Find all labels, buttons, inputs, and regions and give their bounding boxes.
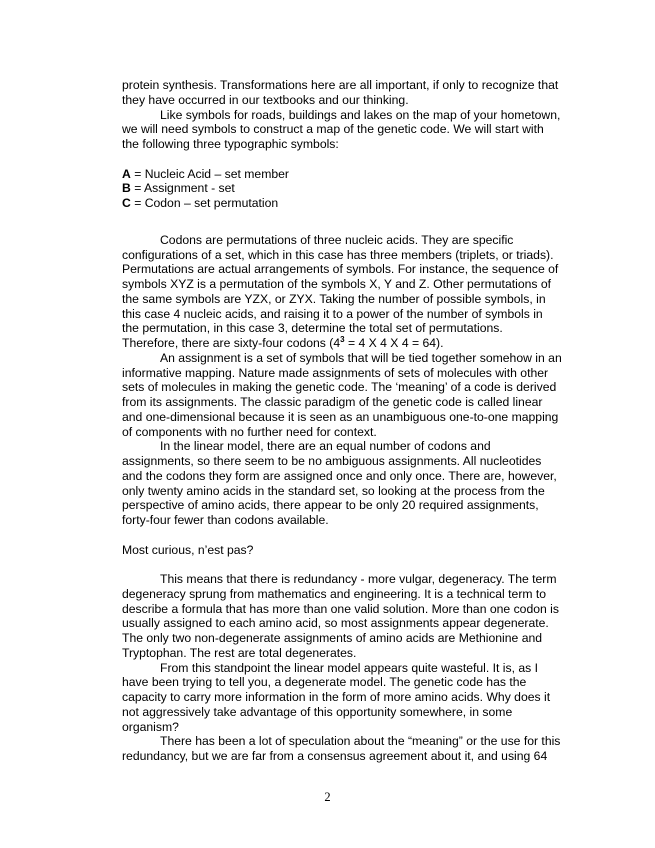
- symbol-line-b: [122, 181, 562, 196]
- symbol-description: = Assignment - set: [130, 181, 235, 196]
- paragraph: Like symbols for roads, buildings and lakes on the map of your hometown, we will need symbols to construct a map of the genetic code. We will start with the following three typographic symbols:: [122, 107, 561, 151]
- spacer: [122, 211, 562, 233]
- symbol-description: = Codon – set permutation: [130, 196, 279, 210]
- paragraph-text: = 4 X 4 X 4 = 64).: [344, 336, 444, 350]
- paragraph: There has been a lot of speculation about the “meaning” or the use for this redundancy, but we are far from a consensus agreement about it, and using 64: [122, 734, 561, 763]
- symbol-letter: B: [122, 181, 131, 196]
- spacer: [122, 528, 562, 543]
- symbol-letter: C: [122, 196, 131, 210]
- paragraph: Most curious, n’est pas?: [122, 542, 254, 557]
- paragraph: protein synthesis. Transformations here are all important, if only to recognize that they have occurred in our textbooks and our thinking.: [122, 78, 559, 107]
- paragraph: In the linear model, there are an equal number of codons and assignments, so there seem to be no ambiguous assignments. All nucleotides and the codons they form are assigned once and only once. There are, however, only twenty amino acids in the standard set, so looking at the process from the perspective of amino acids, there appear to be only 20 required assignments, forty-four fewer than codons available.: [122, 439, 557, 527]
- paragraph: [122, 233, 562, 351]
- paragraph: This means that there is redundancy - more vulgar, degeneracy. The term degeneracy sprung from mathematics and engineering. It is a technical term to describe a formula that has more than one valid solution. More than one codon is usually assigned to each amino acid, so most assignments appear degenerate. The only two non-degenerate assignments of amino acids are Methionine and Tryptophan. The rest are total degenerates.: [122, 572, 559, 660]
- symbol-line-c: [122, 196, 562, 211]
- symbol-description: = Nucleic Acid – set member: [130, 166, 289, 181]
- symbol-line-a: [122, 167, 562, 182]
- paragraph: An assignment is a set of symbols that will be tied together somehow in an informative mapping. Nature made assignments of sets of molecules with other sets of molecules in making the genetic code. The ‘meaning’ of a code is derived from its assignments. The classic paradigm of the genetic code is called linear and one-dimensional because it is seen as an unambiguous one-to-one mapping of components with no further need for context.: [122, 350, 562, 439]
- page-number: 2: [324, 790, 331, 804]
- paragraph: From this standpoint the linear model appears quite wasteful. It is, as I have been trying to tell you, a degenerate model. The genetic code has the capacity to carry more information in the form of more amino acids. Why does it not aggressively take advantage of this opportunity somewhere, in some organism?: [122, 660, 551, 734]
- symbol-letter: A: [122, 166, 131, 181]
- exponent: 3: [340, 334, 345, 344]
- paragraph-text: Codons are permutations of three nucleic acids. They are specific configurations of a set, which in this case has three members (triplets, or triads). Permutations are actual arrangements of symbols. For instance, the sequence of symbols XYZ is a permutation of the symbols X, Y and Z. Other permutations of the same symbols are YZX, or ZYX. Taking the number of possible symbols, in this case 4 nucleic acids, and raising it to a power of the number of symbols in the permutation, in this case 3, determine the total set of permutations. Therefore, there are sixty-four codons (4: [122, 232, 559, 350]
- spacer: [122, 152, 562, 167]
- spacer: [122, 557, 562, 572]
- body-text: [122, 78, 562, 764]
